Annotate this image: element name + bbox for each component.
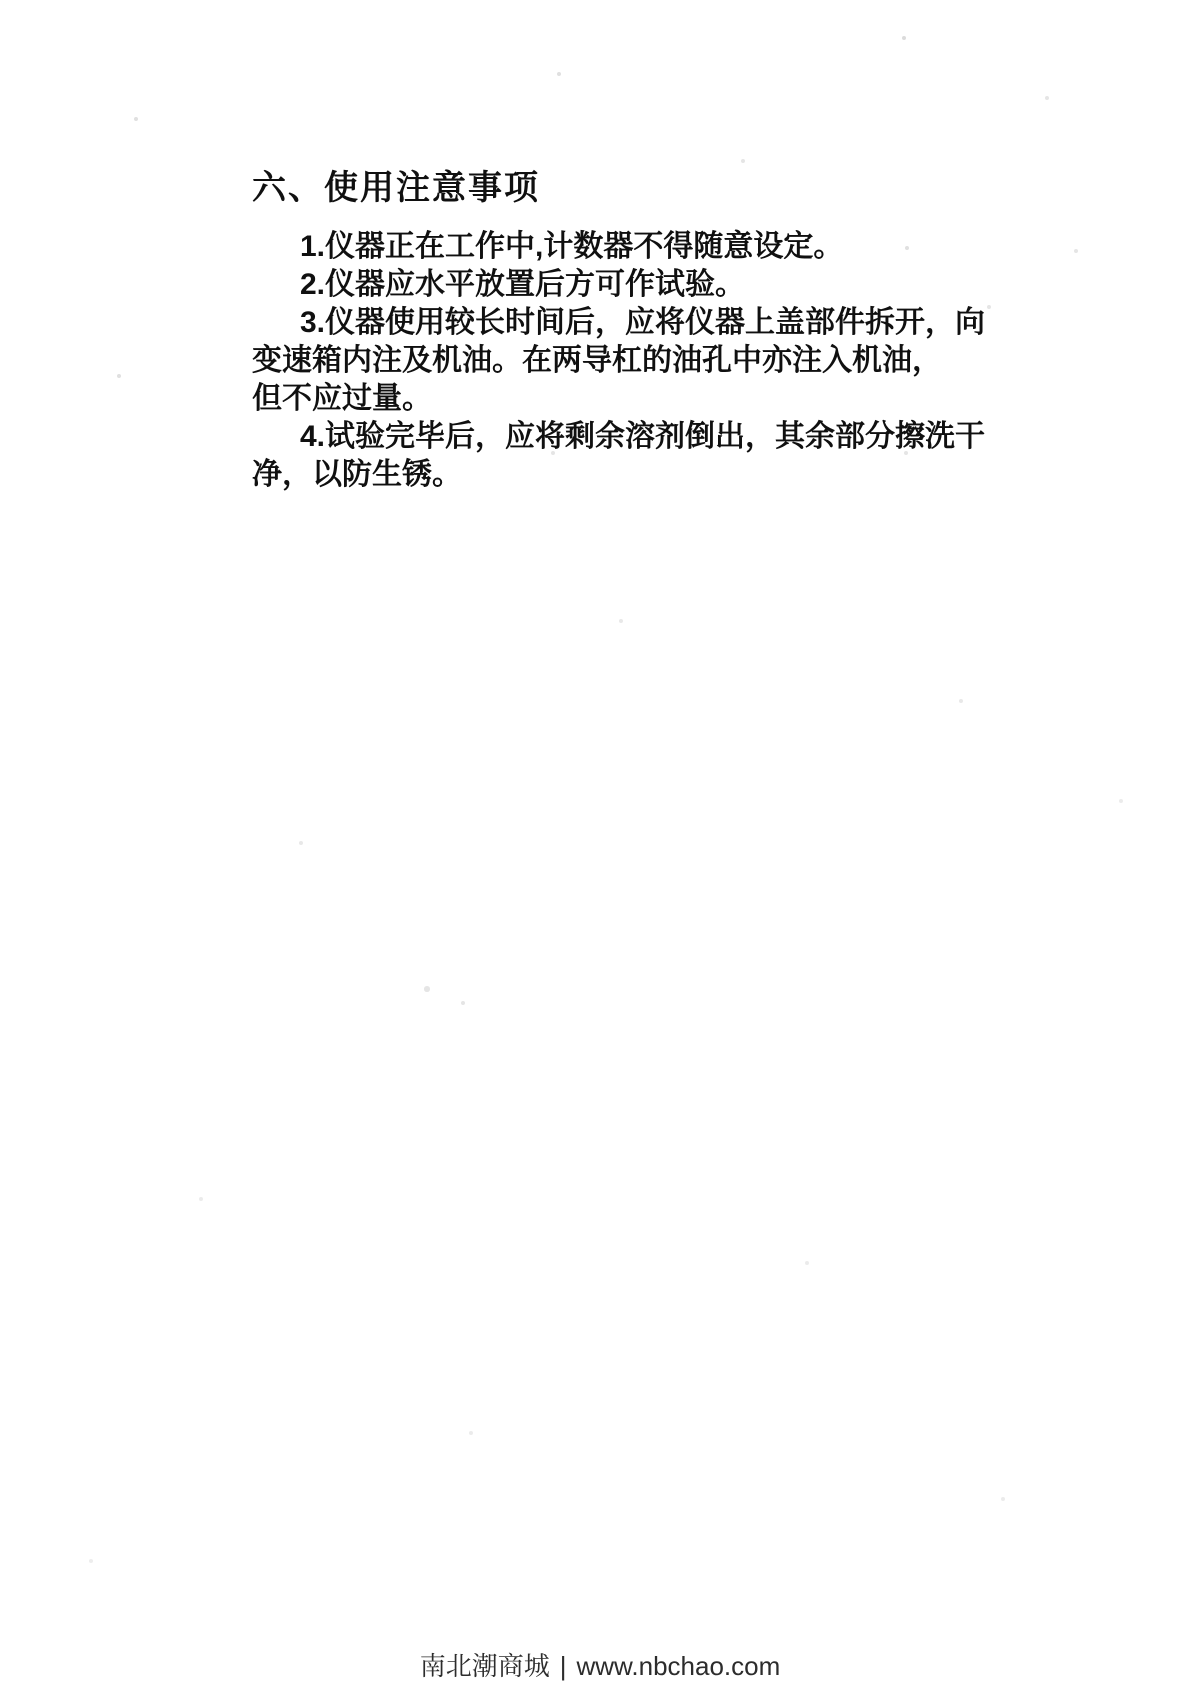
footer-url: www.nbchao.com <box>576 1651 781 1681</box>
section-body <box>252 228 992 494</box>
list-item-1 <box>252 228 992 266</box>
footer-watermark <box>0 1651 1200 1681</box>
text-line: 3.仪器使用较长时间后，应将仪器上盖部件拆开，向 <box>300 306 986 339</box>
text-line: 4.试验完毕后，应将剩余溶剂倒出，其余部分擦洗干 <box>300 420 986 453</box>
text-line: 净，以防生锈。 <box>252 458 462 491</box>
scan-noise <box>0 0 2 2</box>
footer-site-name: 南北潮商城 <box>419 1651 550 1681</box>
section-heading: 六、使用注意事项 <box>252 169 540 207</box>
footer-separator: | <box>559 1651 567 1681</box>
list-item-2 <box>252 266 992 304</box>
list-item-4 <box>252 418 992 494</box>
text-line: 变速箱内注及机油。在两导杠的油孔中亦注入机油， <box>252 344 942 377</box>
text-line: 但不应过量。 <box>252 382 432 415</box>
text-line: 1.仪器正在工作中,计数器不得随意设定。 <box>300 230 844 263</box>
list-item-3 <box>252 304 992 418</box>
text-line: 2.仪器应水平放置后方可作试验。 <box>300 268 746 301</box>
